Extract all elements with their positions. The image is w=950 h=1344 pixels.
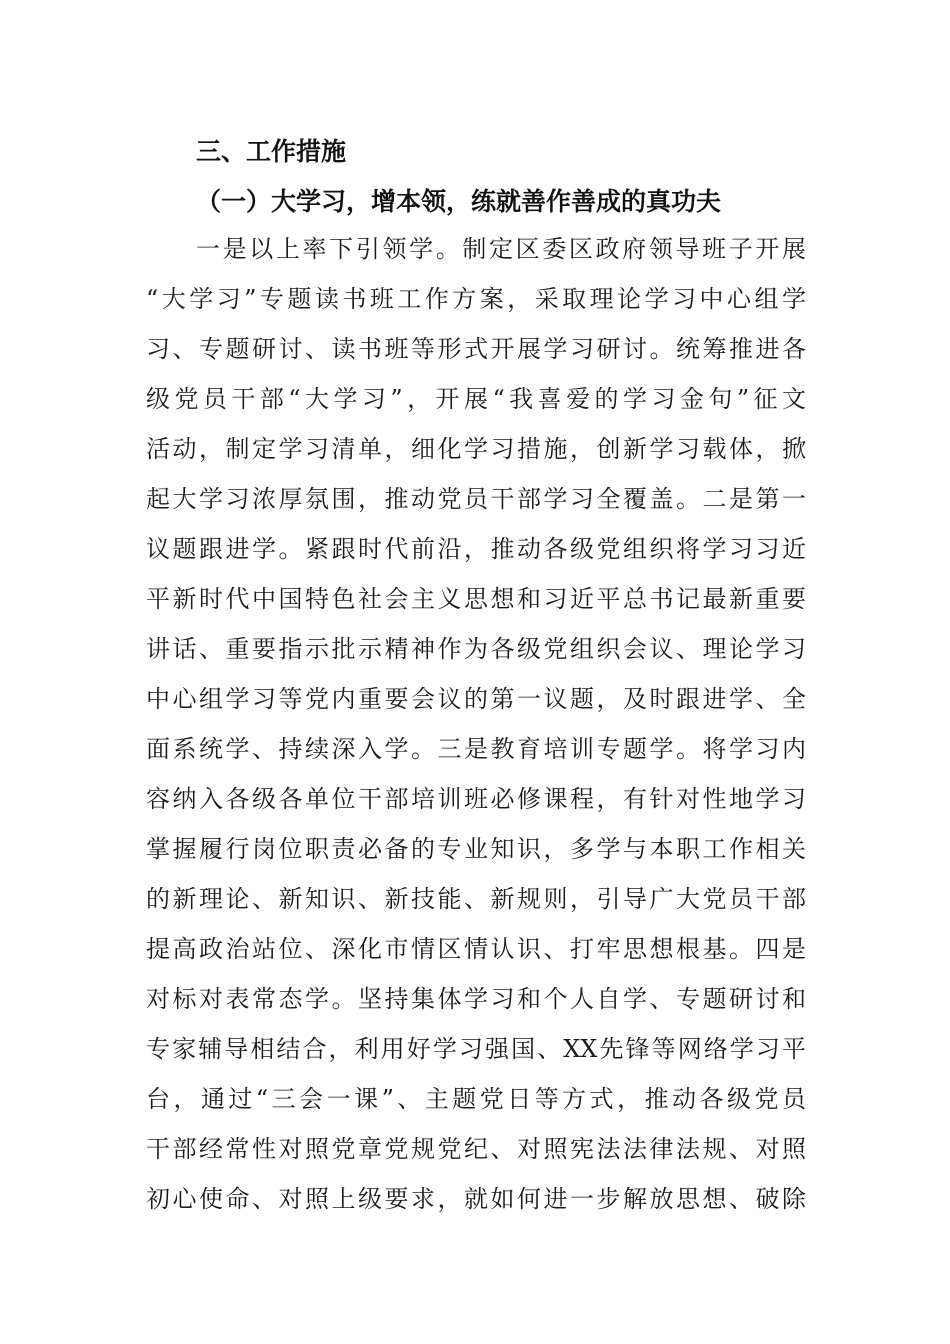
text-line: 面系统学、持续深入学。三是教育培训专题学。将学习内 [146, 735, 806, 763]
text-line: 级党员干部“大学习”，开展“我喜爱的学习金句”征文 [146, 385, 806, 413]
text-line: 初心使命、对照上级要求，就如何进一步解放思想、破除 [146, 1185, 806, 1213]
text-line: 干部经常性对照党章党规党纪、对照宪法法律法规、对照 [146, 1135, 806, 1163]
text-line: 的新理论、新知识、新技能、新规则，引导广大党员干部 [146, 885, 806, 913]
subsection-heading: （一）大学习，增本领，练就善作善成的真功夫 [196, 187, 722, 216]
text-line: 一是以上率下引领学。制定区委区政府领导班子开展 [196, 235, 806, 263]
text-line: 讲话、重要指示批示精神作为各级党组织会议、理论学习 [146, 635, 806, 663]
text-line: “大学习”专题读书班工作方案，采取理论学习中心组学 [146, 285, 806, 313]
text-line: 台，通过“三会一课”、主题党日等方式，推动各级党员 [146, 1085, 806, 1113]
text-line: 掌握履行岗位职责必备的专业知识，多学与本职工作相关 [146, 835, 806, 863]
text-line: 对标对表常态学。坚持集体学习和个人自学、专题研讨和 [146, 985, 806, 1013]
section-heading: 三、工作措施 [196, 137, 347, 166]
text-line: 活动，制定学习清单，细化学习措施，创新学习载体，掀 [146, 435, 806, 463]
text-line: 平新时代中国特色社会主义思想和习近平总书记最新重要 [146, 585, 806, 613]
text-line: 容纳入各级各单位干部培训班必修课程，有针对性地学习 [146, 785, 806, 813]
text-line: 习、专题研讨、读书班等形式开展学习研讨。统筹推进各 [146, 335, 806, 363]
text-line: 中心组学习等党内重要会议的第一议题，及时跟进学、全 [146, 685, 806, 713]
text-line: 起大学习浓厚氛围，推动党员干部学习全覆盖。二是第一 [146, 485, 806, 513]
text-line: 提高政治站位、深化市情区情认识、打牢思想根基。四是 [146, 935, 806, 963]
text-line: 专家辅导相结合，利用好学习强国、XX先锋等网络学习平 [146, 1035, 806, 1063]
text-line: 议题跟进学。紧跟时代前沿，推动各级党组织将学习习近 [146, 535, 806, 563]
